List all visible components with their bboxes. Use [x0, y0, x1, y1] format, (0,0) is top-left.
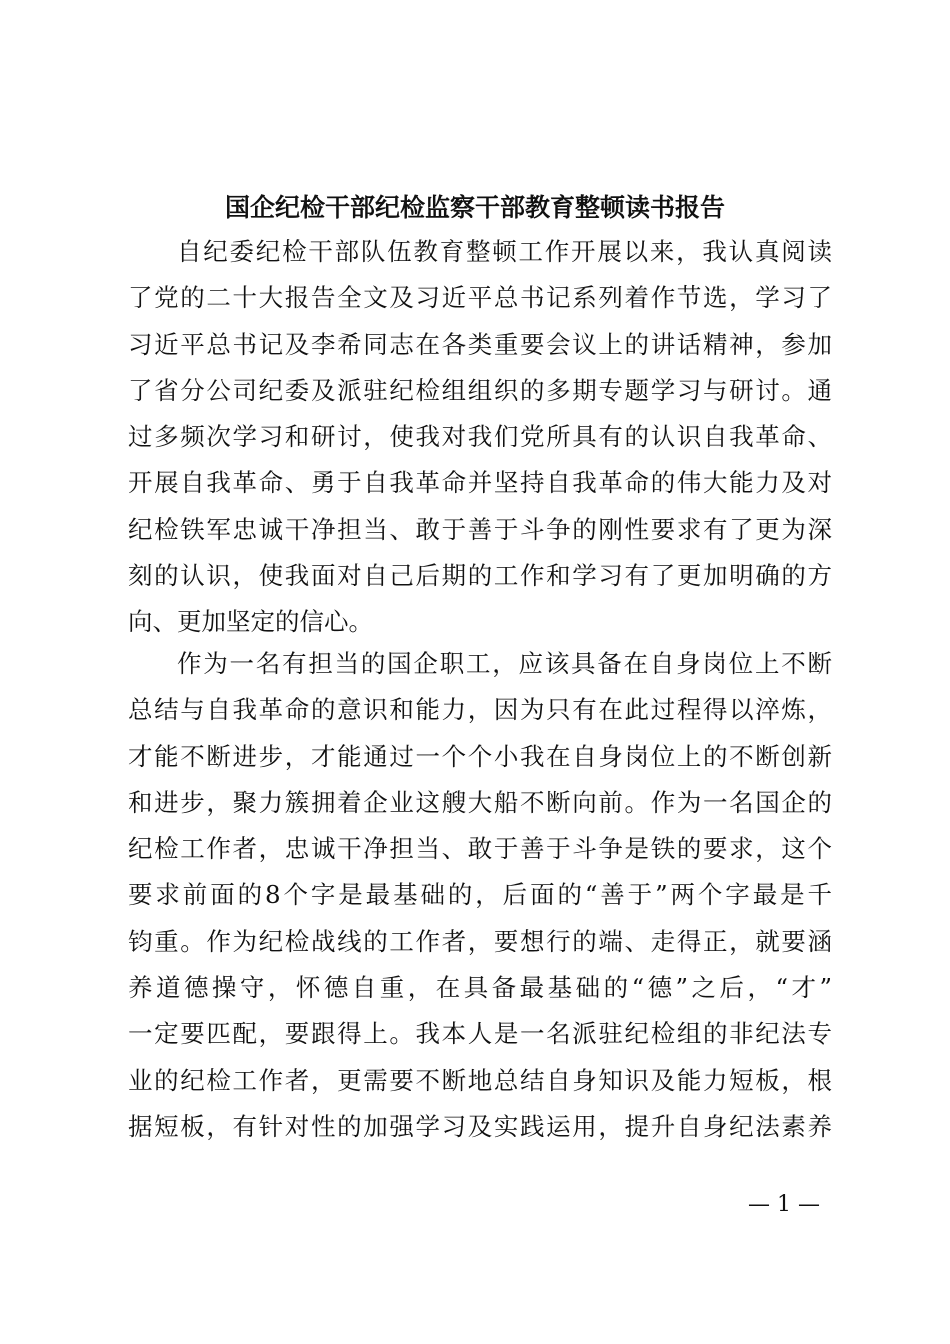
- paragraph-line: 了党的二十大报告全文及习近平总书记系列着作节选，学习了: [128, 283, 832, 313]
- paragraph-line: 业的纪检工作者，更需要不断地总结自身知识及能力短板，根: [128, 1065, 832, 1095]
- paragraph-line: 钧重。作为纪检战线的工作者，要想行的端、走得正，就要涵: [128, 926, 832, 956]
- paragraph-line: 开展自我革命、勇于自我革命并坚持自我革命的伟大能力及对: [128, 468, 832, 498]
- paragraph-line: 了省分公司纪委及派驻纪检组组织的多期专题学习与研讨。通: [128, 375, 832, 405]
- paragraph-line: 刻的认识，使我面对自己后期的工作和学习有了更加明确的方: [128, 561, 832, 591]
- paragraph-2: [128, 641, 832, 1150]
- paragraph-line: 才能不断进步，才能通过一个个小我在自身岗位上的不断创新: [128, 741, 832, 771]
- paragraph-line: 养道德操守，怀德自重，在具备最基础的“德”之后，“才”: [128, 973, 832, 1003]
- paragraph-line: 向、更加坚定的信心。: [128, 607, 373, 637]
- paragraph-1: [128, 229, 832, 646]
- page-number: — 1 —: [748, 1192, 820, 1217]
- paragraph-line: 习近平总书记及李希同志在各类重要会议上的讲话精神，参加: [128, 329, 832, 359]
- paragraph-line: 自纪委纪检干部队伍教育整顿工作开展以来，我认真阅读: [177, 237, 832, 266]
- paragraph-line: 和进步，聚力簇拥着企业这艘大船不断向前。作为一名国企的: [128, 787, 832, 817]
- paragraph-line: 纪检铁军忠诚干净担当、敢于善于斗争的刚性要求有了更为深: [128, 514, 832, 544]
- paragraph-line: 要求前面的8个字是最基础的，后面的“善于”两个字最是千: [128, 880, 832, 910]
- paragraph-line: 据短板，有针对性的加强学习及实践运用，提升自身纪法素养: [128, 1111, 832, 1141]
- paragraph-line: 过多频次学习和研讨，使我对我们党所具有的认识自我革命、: [128, 422, 832, 452]
- paragraph-line: 总结与自我革命的意识和能力，因为只有在此过程得以淬炼，: [128, 695, 832, 725]
- paragraph-line: 纪检工作者，忠诚干净担当、敢于善于斗争是铁的要求，这个: [128, 834, 832, 864]
- paragraph-line: 作为一名有担当的国企职工，应该具备在自身岗位上不断: [177, 649, 832, 678]
- document-title: 国企纪检干部纪检监察干部教育整顿读书报告: [224, 193, 725, 222]
- paragraph-line: 一定要匹配，要跟得上。我本人是一名派驻纪检组的非纪法专: [128, 1019, 832, 1049]
